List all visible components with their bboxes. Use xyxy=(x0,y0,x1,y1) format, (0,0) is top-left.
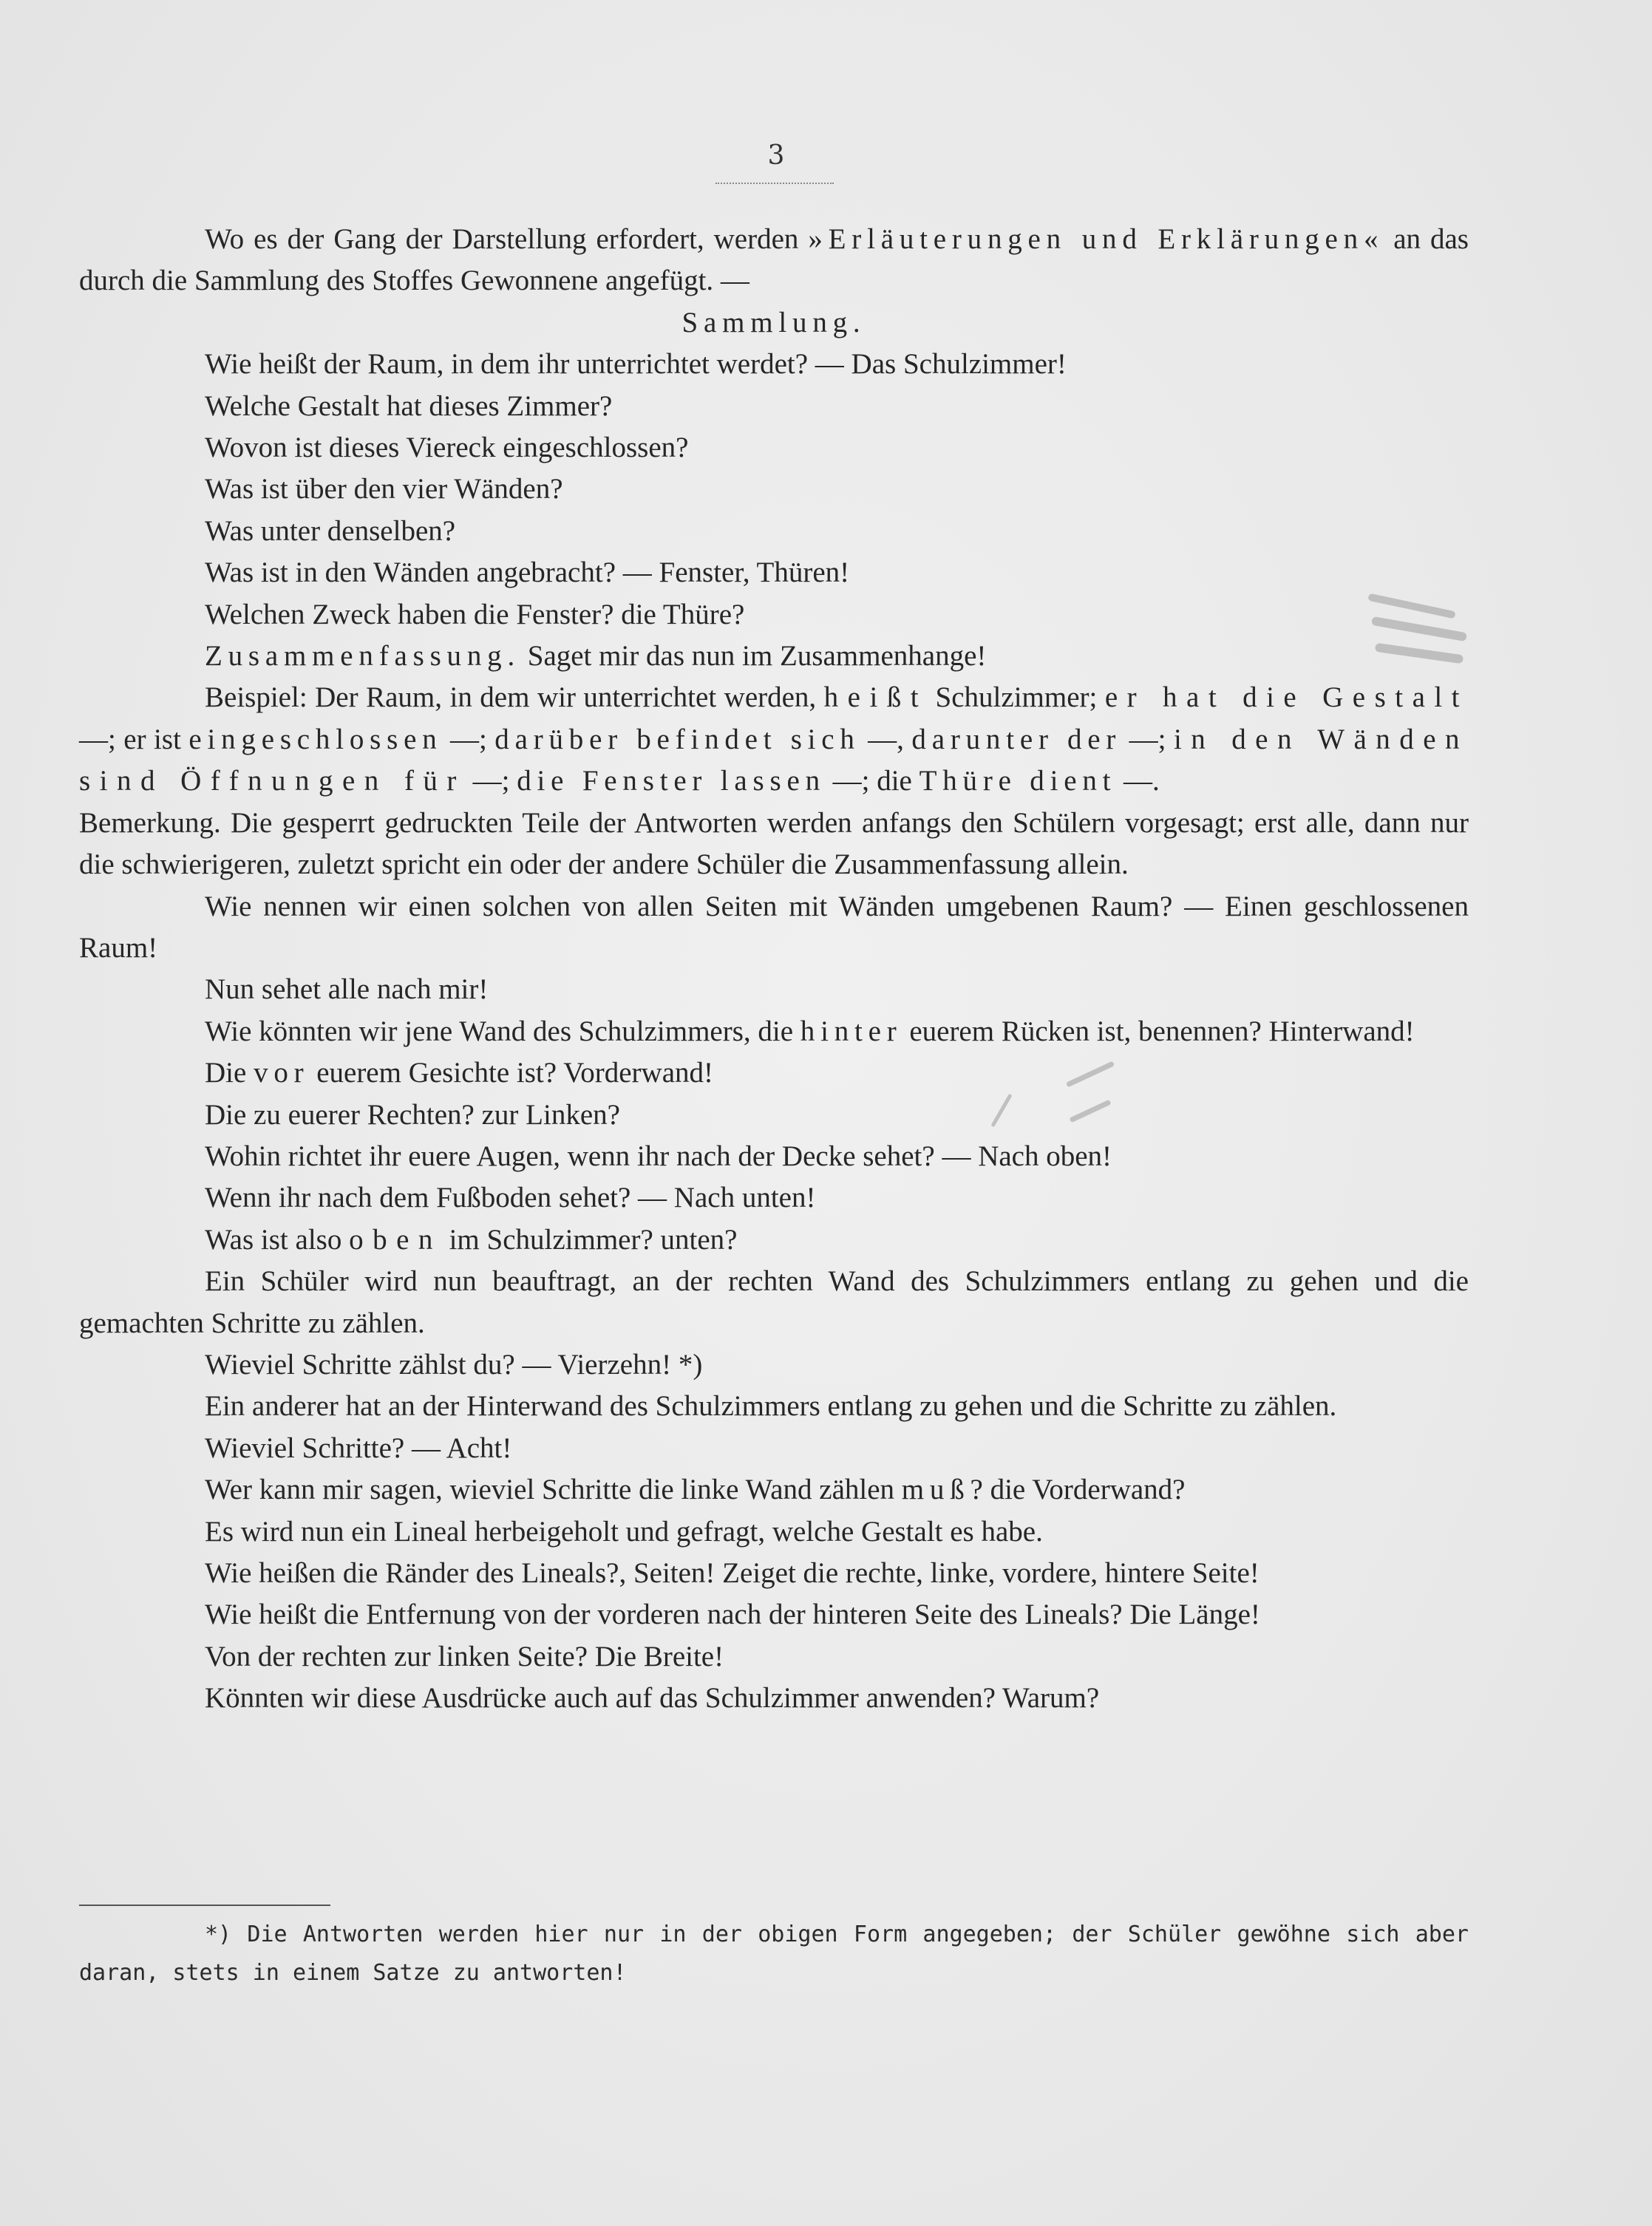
question-paragraph: Ein Schüler wird nun beauftragt, an der rechten Wand des Schulzimmers entlang zu gehen und die gemachten Schritte zu zählen. xyxy=(79,1265,1469,1339)
question-line: Welchen Zweck haben die Fenster? die Thüre? xyxy=(205,598,745,630)
question-emphasis: oben xyxy=(349,1223,442,1256)
question-emphasis: muß xyxy=(901,1474,971,1506)
question-text: Was ist also xyxy=(205,1223,350,1256)
page-number: 3 xyxy=(767,140,785,171)
question-text: ? die Vorderwand? xyxy=(970,1474,1186,1506)
question-line: Es wird nun ein Lineal herbeigeholt und gefragt, welche Gestalt es habe. xyxy=(205,1515,1043,1548)
question-line: Wieviel Schritte zählst du? — Vierzehn! *) xyxy=(205,1348,703,1381)
question-line: Wohin richtet ihr euere Augen, wenn ihr nach der Decke sehet? — Nach oben! xyxy=(205,1140,1112,1172)
example-text: —; er ist xyxy=(79,723,189,755)
intro-pre: Wo es der Gang der Darstellung erfordert, werden xyxy=(205,223,809,255)
example-text: Beispiel: Der Raum, in dem wir unterrichtet werden, xyxy=(205,681,824,714)
question-text: im Schulzimmer? unten? xyxy=(441,1223,738,1256)
example-emphasis: eingeschlossen xyxy=(188,723,443,755)
example-text: Schulzimmer; xyxy=(928,681,1105,714)
example-text: —; xyxy=(1121,723,1174,755)
remark-paragraph: Bemerkung. Die gesperrt gedruckten Teile der Antworten werden anfangs den Schülern vorgesagt; erst alle, dann nur die schwierigeren, zuletzt spricht ein oder der andere Schüler die Zusammenfassung allein. xyxy=(79,806,1469,881)
intro-emphasis: »Erläuterungen und Erklärungen« xyxy=(808,223,1384,255)
question-line: Könnten wir diese Ausdrücke auch auf das Schulzimmer anwenden? Warum? xyxy=(205,1682,1100,1715)
question-line xyxy=(79,1052,1469,1094)
summary-text: Saget mir das nun im Zusammenhange! xyxy=(520,640,987,673)
question-line: Nun sehet alle nach mir! xyxy=(205,973,489,1006)
example-emphasis: Thüre dient xyxy=(919,765,1117,797)
question-line: Wieviel Schritte? — Acht! xyxy=(205,1432,512,1464)
footnote-text: *) Die Antworten werden hier nur in der obigen Form angegeben; der Schüler gewöhne sich aber daran, stets in einem Satze zu antworten! xyxy=(79,1922,1469,1986)
footnote xyxy=(79,1916,1469,1992)
question-emphasis: vor xyxy=(254,1057,310,1089)
question-line xyxy=(79,1469,1469,1511)
example-text: —; xyxy=(465,765,517,797)
example-text: —; xyxy=(442,723,495,755)
intro-post: an das durch die Sammlung des Stoffes Gewonnene angefügt. — xyxy=(79,223,1469,297)
example-emphasis: er hat die Gestalt xyxy=(1104,681,1469,714)
question-text: Wie könnten wir jene Wand des Schulzimmers, die xyxy=(205,1015,800,1047)
question-text: Wer kann mir sagen, wieviel Schritte die linke Wand zählen xyxy=(205,1474,902,1506)
question-paragraph: Wie heißt die Entfernung von der vorderen nach der hinteren Seite des Lineals? Die Länge! xyxy=(205,1599,1260,1631)
page-number-rule xyxy=(715,183,834,184)
example-emphasis: heißt xyxy=(823,681,928,714)
footnote-rule xyxy=(79,1905,330,1906)
example-text: —. xyxy=(1116,765,1160,797)
example-emphasis: in den Wänden sind Öffnungen für xyxy=(79,723,1469,797)
example-paragraph xyxy=(79,677,1469,802)
question-line: Wie heißen die Ränder des Lineals?, Seiten! Zeiget die rechte, linke, vordere, hintere Seite! xyxy=(205,1557,1260,1589)
question-line xyxy=(79,1219,1469,1261)
summary-label: Zusammenfassung. xyxy=(205,640,520,673)
question-line: Wovon ist dieses Viereck eingeschlossen? xyxy=(205,432,689,464)
question-paragraph: Ein anderer hat an der Hinterwand des Schulzimmers entlang zu gehen und die Schritte zu zählen. xyxy=(205,1390,1337,1423)
example-emphasis: die Fenster lassen xyxy=(517,765,826,797)
question-line: Was ist in den Wänden angebracht? — Fenster, Thüren! xyxy=(205,556,850,589)
question-text: euerem Gesichte ist? Vorderwand! xyxy=(309,1057,713,1089)
body-text xyxy=(79,219,1469,1720)
question-paragraph: Wie nennen wir einen solchen von allen Seiten mit Wänden umgebenen Raum? — Einen geschlossenen Raum! xyxy=(79,890,1469,964)
question-text: euerem Rücken ist, benennen? Hinterwand! xyxy=(902,1015,1415,1047)
question-paragraph xyxy=(79,1011,1469,1052)
question-line: Was unter denselben? xyxy=(205,514,456,547)
question-line: Die zu euerer Rechten? zur Linken? xyxy=(205,1098,620,1131)
question-line: Wie heißt der Raum, in dem ihr unterrichtet werdet? — Das Schulzimmer! xyxy=(205,348,1067,381)
section-heading: Sammlung. xyxy=(681,306,866,338)
question-line: Von der rechten zur linken Seite? Die Breite! xyxy=(205,1640,724,1672)
question-text: Die xyxy=(205,1057,254,1089)
intro-paragraph xyxy=(79,219,1469,302)
question-line: Wenn ihr nach dem Fußboden sehet? — Nach unten! xyxy=(205,1182,816,1214)
question-emphasis: hinter xyxy=(800,1015,903,1047)
example-text: —, xyxy=(860,723,912,755)
example-text: —; die xyxy=(825,765,920,797)
example-emphasis: darunter der xyxy=(911,723,1122,755)
summary-line xyxy=(79,636,1469,677)
question-line: Welche Gestalt hat dieses Zimmer? xyxy=(205,389,613,422)
example-emphasis: darüber befindet sich xyxy=(494,723,860,755)
question-line: Was ist über den vier Wänden? xyxy=(205,473,563,506)
